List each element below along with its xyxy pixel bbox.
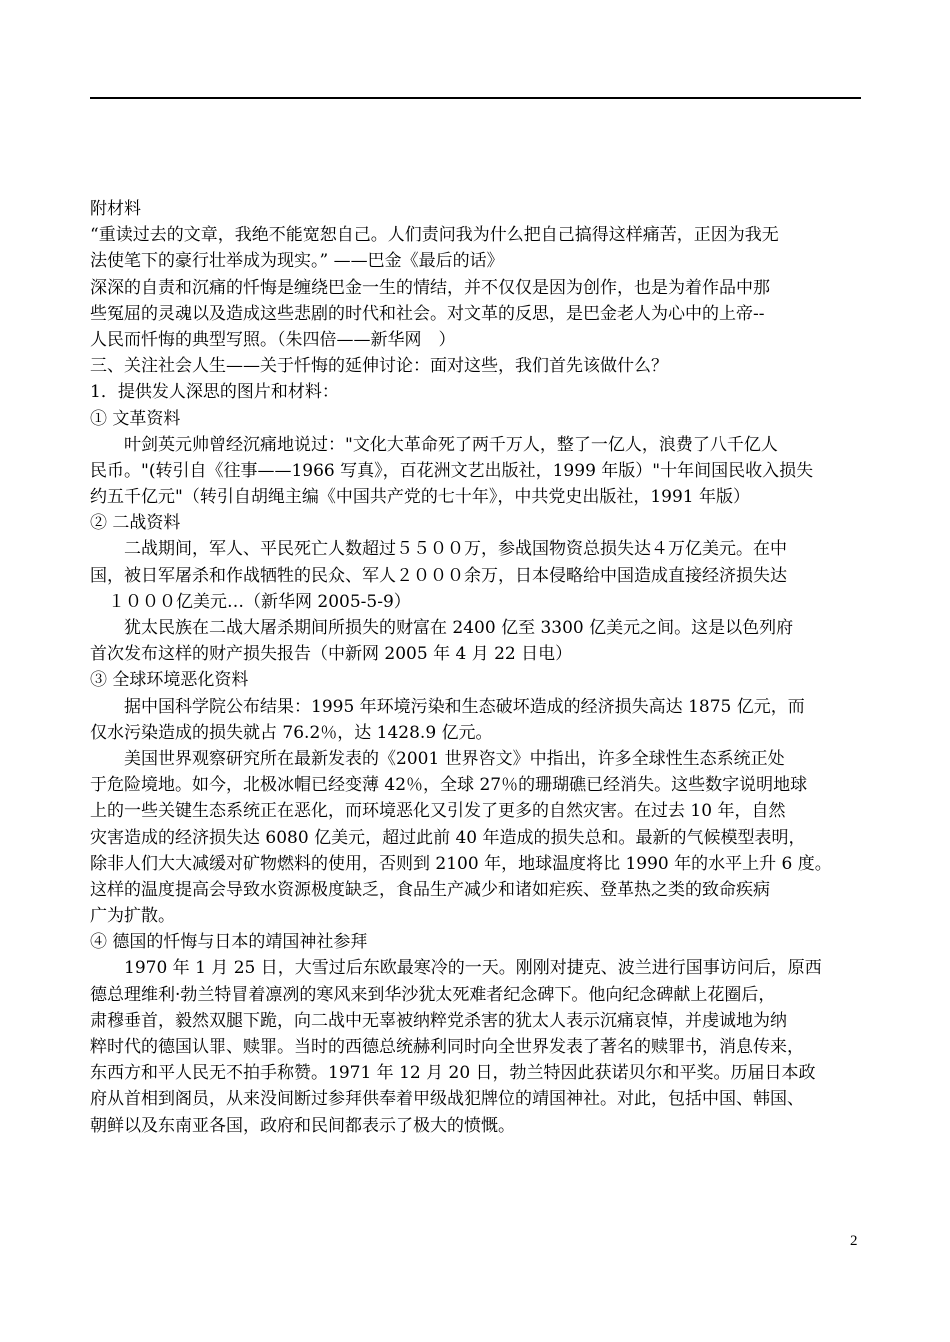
page-number: 2 [850,1233,858,1249]
text-line: １０００亿美元…（新华网 2005-5-9） [108,591,411,612]
text-line: 法使笔下的豪行壮举成为现实。” ——巴金《最后的话》 [90,251,504,272]
text-line: 些冤屈的灵魂以及造成这些悲剧的时代和社会。对文革的反思，是巴金老人为心中的上帝-- [90,303,765,324]
text-line: 德总理维利·勃兰特冒着凛冽的寒风来到华沙犹太死难者纪念碑下。他向纪念碑献上花圈后， [90,984,776,1005]
text-line: 民币。"(转引自《往事——1966 写真》，百花洲文艺出版社，1999 年版）"十年间国民收入损失 [90,460,814,481]
text-line: “重读过去的文章，我绝不能宽恕自己。人们责问我为什么把自己搞得这样痛苦，正因为我无 [90,225,779,246]
text-line: 美国世界观察研究所在最新发表的《2001 世界咨文》中指出，许多全球性生态系统正处 [124,748,785,769]
text-line: 这样的温度提高会导致水资源极度缺乏，食品生产减少和诸如疟疾、登革热之类的致命疾病 [90,879,770,900]
text-line: ③ 全球环境恶化资料 [90,670,249,691]
text-line: 叶剑英元帅曾经沉痛地说过："文化大革命死了两千万人，整了一亿人，浪费了八千亿人 [124,434,778,455]
header-rule [90,97,861,99]
text-line: 附材料 [90,199,141,219]
text-line: 1970 年 1 月 25 日，大雪过后东欧最寒冷的一天。刚刚对捷克、波兰进行国事访问后，原西 [124,958,822,979]
text-line: 据中国科学院公布结果：1995 年环境污染和生态破坏造成的经济损失高达 1875 亿元，而 [124,696,805,717]
text-line: 约五千亿元"（转引自胡绳主编《中国共产党的七十年》，中共党史出版社，1991 年版） [90,487,750,508]
text-line: 二战期间，军人、平民死亡人数超过５５００万，参战国物资总损失达４万亿美元。在中 [124,539,787,560]
text-line: 粹时代的德国认罪、赎罪。当时的西德总统赫利同时向全世界发表了著名的赎罪书，消息传来， [90,1037,804,1057]
text-line: 三、关注社会人生——关于忏悔的延伸讨论：面对这些，我们首先该做什么？ [90,356,668,377]
text-line: 灾害造成的经济损失达 6080 亿美元，超过此前 40 年造成的损失总和。最新的气候模型表明， [90,827,806,848]
text-line: ④ 德国的忏悔与日本的靖国神社参拜 [90,932,368,953]
text-line: 东西方和平人民无不拍手称赞。1971 年 12 月 20 日，勃兰特因此获诺贝尔和平奖。历届日本政 [90,1063,816,1084]
text-line: 府从首相到阁员，从来没间断过参拜供奉着甲级战犯牌位的靖国神社。对此，包括中国、韩国、 [90,1089,804,1110]
text-line: 上的一些关键生态系统正在恶化，而环境恶化又引发了更多的自然灾害。在过去 10 年，自然 [90,801,786,822]
text-line: 人民而忏悔的典型写照。（朱四倍——新华网 ） [90,329,456,350]
text-line: 深深的自责和沉痛的忏悔是缠绕巴金一生的情结，并不仅仅是因为创作，也是为着作品中那 [90,277,770,298]
text-line: 除非人们大大减缓对矿物燃料的使用，否则到 2100 年，地球温度将比 1990 年的水平上升 6 度。 [90,853,832,874]
text-line: 广为扩散。 [90,906,175,927]
text-line: 于危险境地。如今，北极冰帽已经变薄 42％，全球 27％的珊瑚礁已经消失。这些数字说明地球 [90,775,808,796]
text-line: ① 文革资料 [90,408,181,429]
text-line: 国，被日军屠杀和作战牺牲的民众、军人２０００余万，日本侵略给中国造成直接经济损失达 [90,565,787,586]
text-line: 首次发布这样的财产损失报告（中新网 2005 年 4 月 22 日电） [90,644,573,665]
text-line: 肃穆垂首，毅然双腿下跪，向二战中无辜被纳粹党杀害的犹太人表示沉痛哀悼，并虔诚地为纳 [90,1010,787,1031]
text-line: ② 二战资料 [90,513,181,534]
document-body [90,196,865,1139]
text-line: 1．提供发人深思的图片和材料： [90,382,339,403]
text-line: 仅水污染造成的损失就占 76.2％，达 1428.9 亿元。 [90,722,493,743]
text-line: 朝鲜以及东南亚各国，政府和民间都表示了极大的愤慨。 [90,1115,515,1136]
text-line: 犹太民族在二战大屠杀期间所损失的财富在 2400 亿至 3300 亿美元之间。这是以色列府 [124,618,794,638]
